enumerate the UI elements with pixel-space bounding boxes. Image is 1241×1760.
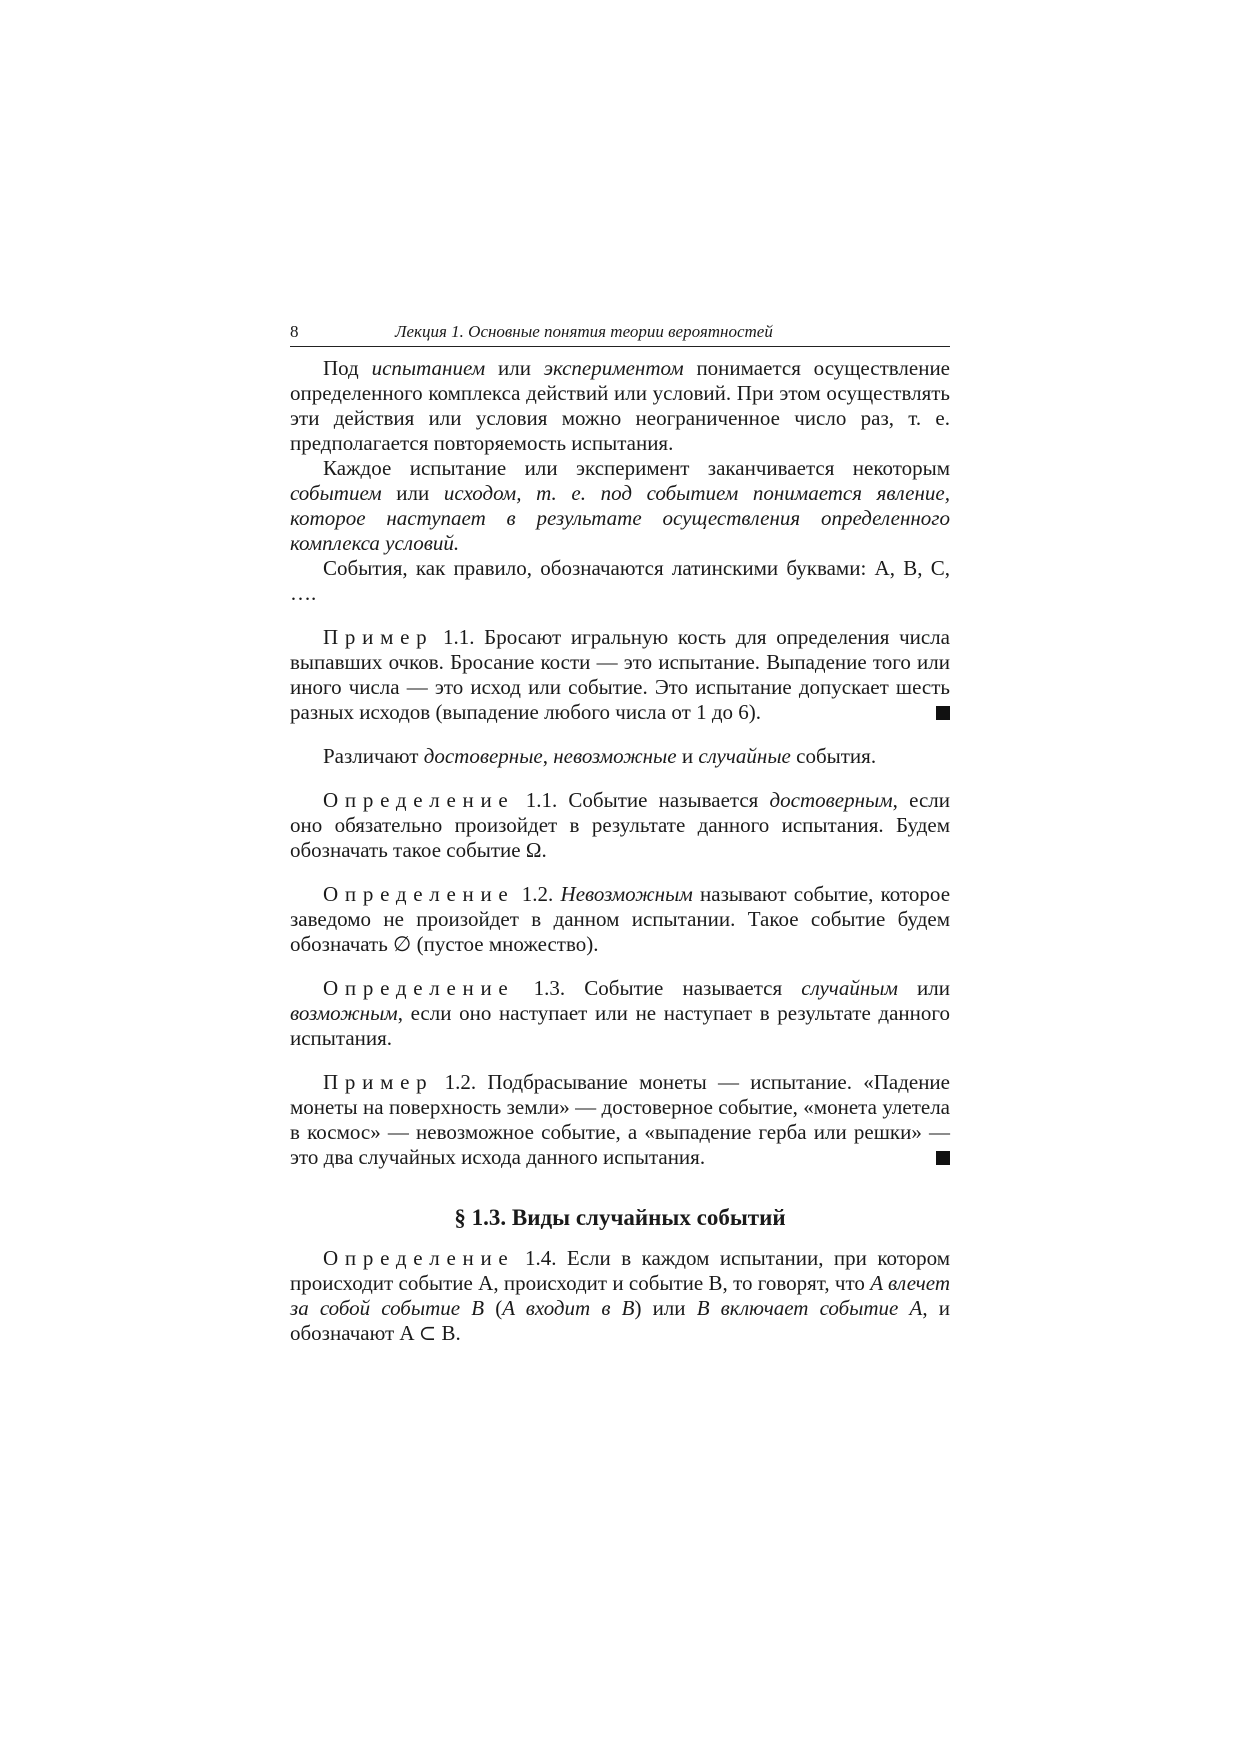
section-heading: § 1.3. Виды случайных событий xyxy=(454,1205,786,1230)
emphasis: A влечет за собой событие B xyxy=(290,1271,951,1320)
end-of-proof-icon xyxy=(936,706,950,720)
text-span: и xyxy=(676,744,699,768)
document-page xyxy=(290,318,950,1346)
text-span: или xyxy=(897,976,950,1000)
text-span: события. xyxy=(790,744,877,768)
paragraph-event xyxy=(290,456,950,556)
emphasis: возможным xyxy=(290,1001,398,1025)
example-label: Пример xyxy=(323,625,434,649)
emphasis: A входит в B xyxy=(502,1296,635,1320)
text-span: , если оно наступает или не наступает в результате данного испытания. xyxy=(290,1001,950,1050)
text-span: называют событие, которое заведомо не произойдет в данном испытании. Такое событие будем обозначать ∅ (пустое множество). xyxy=(290,882,951,956)
emphasis: экспериментом xyxy=(543,356,684,380)
text-span: или xyxy=(485,356,544,380)
paragraph-experiment xyxy=(290,356,950,456)
text-span: Различают xyxy=(323,744,424,768)
text-span: , xyxy=(542,744,554,768)
emphasis: испытанием xyxy=(371,356,486,380)
text-span: , если оно обязательно произойдет в результате данного испытания. Будем обозначать такое событие Ω. xyxy=(290,788,950,862)
text-span: , и обозначают A ⊂ B. xyxy=(290,1296,950,1345)
running-title: Лекция 1. Основные понятия теории вероятностей xyxy=(395,322,773,341)
page-number: 8 xyxy=(290,322,299,341)
end-of-proof-icon xyxy=(936,1151,950,1165)
text-span: Каждое испытание или эксперимент заканчивается некоторым xyxy=(323,456,950,480)
definition-label: Определение xyxy=(323,1246,515,1270)
text-span: ( xyxy=(484,1296,503,1320)
emphasis: случайные xyxy=(698,744,791,768)
emphasis: исходом, т. е. под событием понимается явление, которое наступает в результате осуществления определенного комплекса условий. xyxy=(290,481,950,555)
emphasis: Невозможным xyxy=(560,882,693,906)
text-span: Под xyxy=(323,356,372,380)
definition-label: Определение xyxy=(323,976,515,1000)
text-span: ) или xyxy=(634,1296,697,1320)
text-span: 1.1. Событие называется xyxy=(514,788,770,812)
emphasis: достоверные xyxy=(423,744,543,768)
example-1-2 xyxy=(290,1070,950,1170)
emphasis: невозможные xyxy=(553,744,677,768)
text-span: 1.4. Если в каждом испытании, при котором происходит событие A, происходит и событие B, то говорят, что xyxy=(290,1246,950,1295)
paragraph-event-kinds xyxy=(290,744,950,769)
paragraph-notation: События, как правило, обозначаются латинскими буквами: A, B, C, …. xyxy=(290,556,950,605)
definition-label: Определение xyxy=(323,788,515,812)
text-span: 1.2. Подбрасывание монеты — испытание. «Падение монеты на поверхность земли» — достоверное событие, «монета улетела в космос» — невозможное событие, а «выпадение герба или решки» — это два случайных исхода данного испытания. xyxy=(290,1070,950,1169)
definition-1-4 xyxy=(290,1246,950,1346)
text-span: или xyxy=(381,481,444,505)
definition-1-2 xyxy=(290,882,950,957)
text-span: понимается осуществление определенного комплекса действий или условий. При этом осуществлять эти действия или условия можно неограниченное число раз, т. е. предполагается повторяемость испытания. xyxy=(290,356,950,455)
emphasis: случайным xyxy=(801,976,898,1000)
definition-label: Определение xyxy=(323,882,515,906)
emphasis: событием xyxy=(290,481,382,505)
emphasis: достоверным xyxy=(769,788,893,812)
text-span: 1.2. xyxy=(514,882,561,906)
body-text xyxy=(290,356,950,1346)
definition-1-1 xyxy=(290,788,950,863)
example-1-1 xyxy=(290,625,950,725)
text-span: 1.3. Событие называется xyxy=(514,976,802,1000)
text-span: 1.1. Бросают игральную кость для определения числа выпавших очков. Бросание кости — это испытание. Выпадение того или иного числа — это исход или событие. Это испытание допускает шесть разных исходов (выпадение любого числа от 1 до 6). xyxy=(290,625,950,724)
page-header xyxy=(290,318,950,347)
definition-1-3 xyxy=(290,976,950,1051)
example-label: Пример xyxy=(323,1070,434,1094)
emphasis: B включает событие A xyxy=(696,1296,923,1320)
